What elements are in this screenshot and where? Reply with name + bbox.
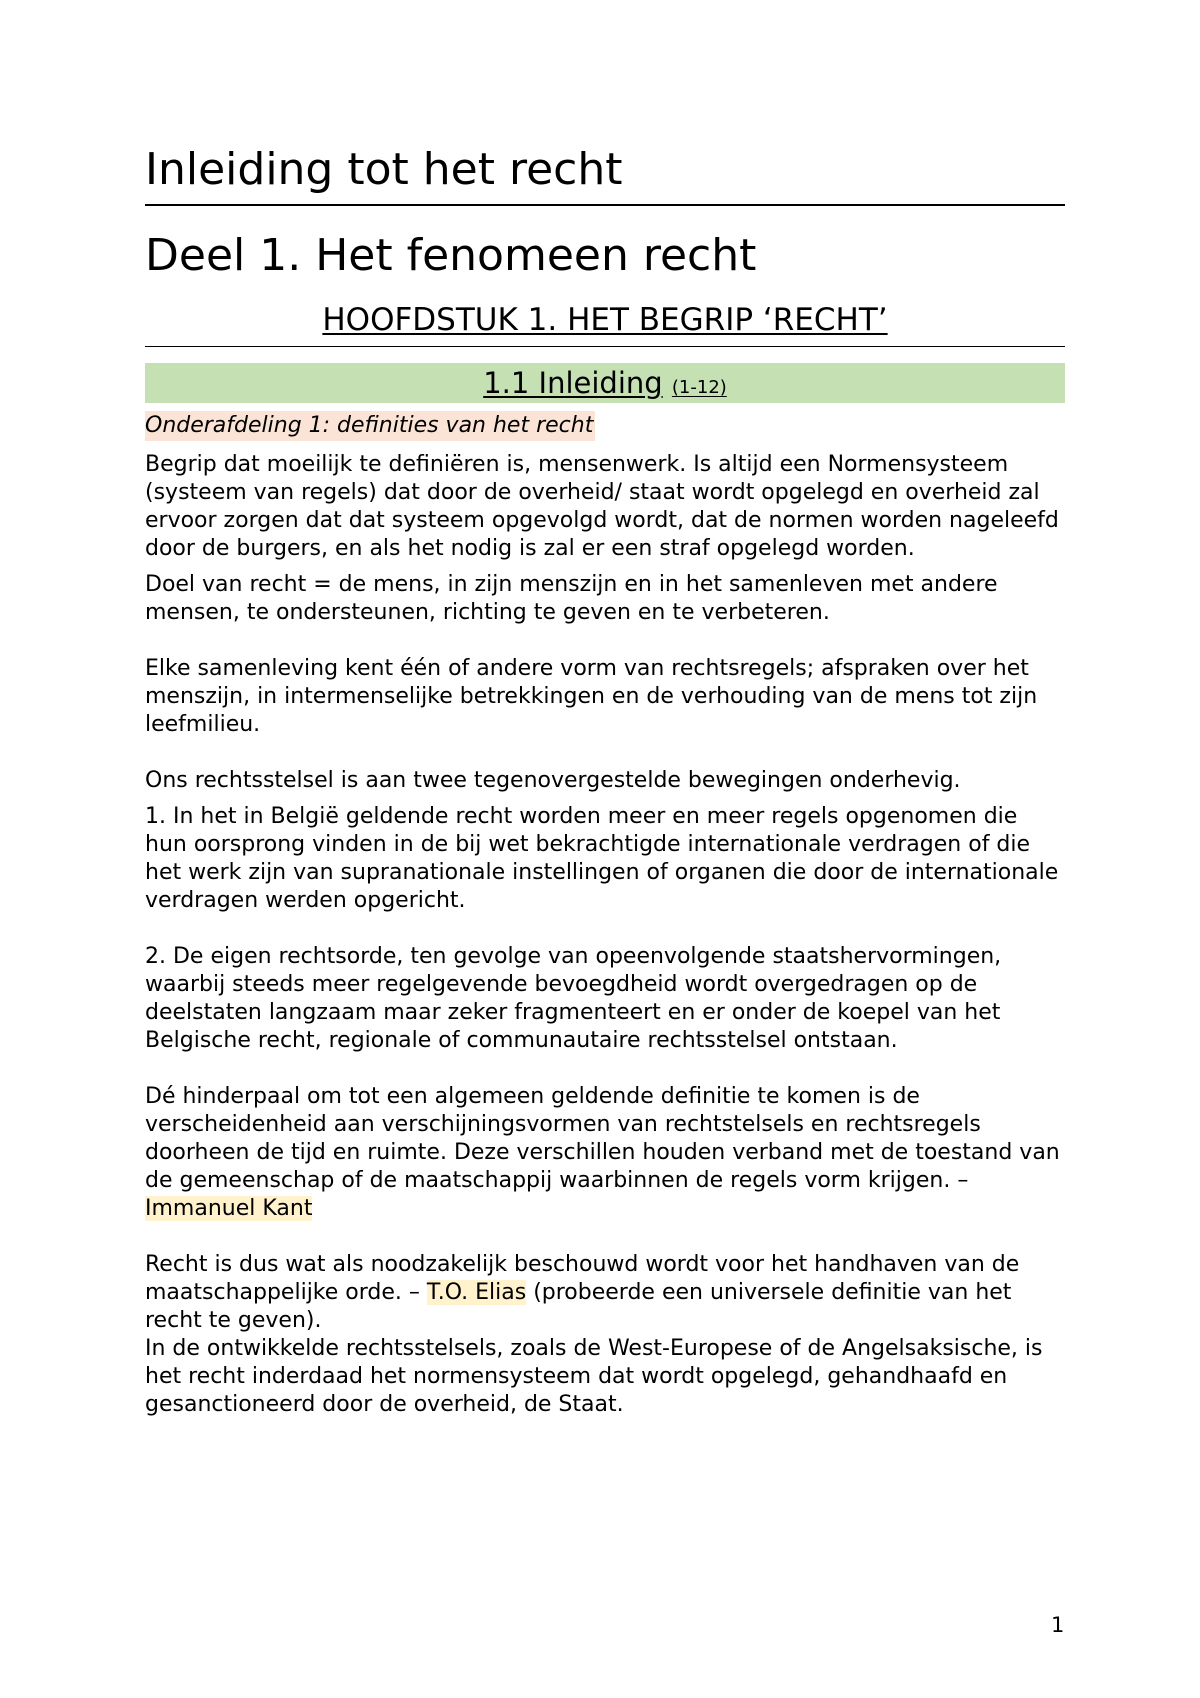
paragraph-definition: Begrip dat moeilijk te definiëren is, mensenwerk. Is altijd een Normensysteem (systeem van regels) dat door de overheid/ staat wordt opgelegd en overheid zal ervoor zorgen dat dat systeem opgevolgd wordt, dat de normen worden nageleefd door de burgers, en als het nodig is zal er een straf opgelegd worden. [145, 452, 1059, 561]
chapter-heading [145, 300, 1065, 347]
highlight-to-elias: T.O. Elias [426, 1280, 527, 1305]
chapter-heading-text: HOOFDSTUK 1. HET BEGRIP ‘RECHT’ [322, 302, 888, 338]
paragraph-order-tail: (probeerde een universele definitie van het recht te geven). [145, 1280, 1012, 1333]
paragraph-movement-2: 2. De eigen rechtsorde, ten gevolge van opeenvolgende staatshervormingen, waarbij steeds meer regelgevende bevoegdheid wordt overgedragen op de deelstaten langzaam maar zeker fragmenteert en er onder de koepel van het Belgische recht, regionale of communautaire rechtsstelsel ontstaan. [145, 944, 1002, 1053]
paragraph-order [145, 1251, 1065, 1335]
paragraph-movements: Ons rechtsstelsel is aan twee tegenovergestelde bewegingen onderhevig. [145, 768, 961, 793]
section-heading [145, 363, 1065, 403]
paragraph-society: Elke samenleving kent één of andere vorm van rechtsregels; afspraken over het menszijn, in intermenselijke betrekkingen en de verhouding van de mens tot zijn leefmilieu. [145, 656, 1038, 737]
paragraph-purpose: Doel van recht = de mens, in zijn menszijn en in het samenleven met andere mensen, te ondersteunen, richting te geven en te verbeteren. [145, 572, 998, 625]
highlight-immanuel-kant: Immanuel Kant [145, 1196, 313, 1221]
paragraph-obstacle [145, 1083, 1065, 1223]
paragraph-order-text: Recht is dus wat als noodzakelijk beschouwd wordt voor het handhaven van de maatschappelijke orde. – [145, 1252, 1020, 1305]
paragraph-obstacle-text: Dé hinderpaal om tot een algemeen geldende definitie te komen is de verscheidenheid aan verschijningsvormen van rechtstelsels en rechtsregels doorheen de tijd en ruimte. Deze verschillen houden verband met de toestand van de gemeenschap of de maatschappij waarbinnen de regels vorm krijgen. – [145, 1084, 1060, 1193]
paragraph-movement-1: 1. In het in België geldende recht worden meer en meer regels opgenomen die hun oorsprong vinden in de bij wet bekrachtigde internationale verdragen of die het werk zijn van supranationale instellingen of organen die door de internationale verdragen werden opgericht. [145, 804, 1059, 913]
paragraph-developed-systems: In de ontwikkelde rechtsstelsels, zoals de West-Europese of de Angelsaksische, is het recht inderdaad het normensysteem dat wordt opgelegd, gehandhaafd en gesanctioneerd door de overheid, de Staat. [145, 1336, 1043, 1417]
page-number: 1 [1051, 1613, 1065, 1637]
section-title: 1.1 Inleiding [483, 366, 663, 400]
document-title: Inleiding tot het recht [145, 142, 1065, 206]
subsection-heading: Onderafdeling 1: definities van het recht [145, 411, 595, 441]
part-heading: Deel 1. Het fenomeen recht [145, 230, 757, 281]
section-range: (1-12) [671, 377, 727, 398]
page-content [145, 142, 1065, 1419]
